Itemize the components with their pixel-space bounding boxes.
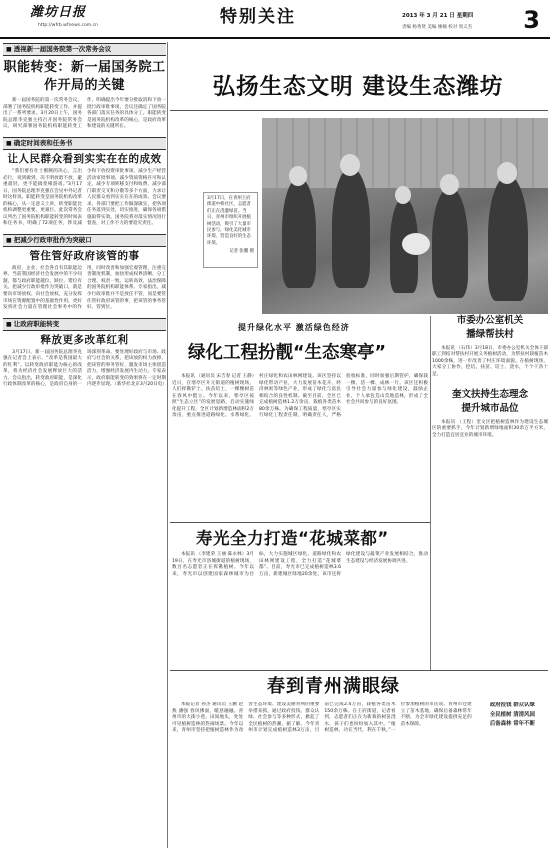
photo-face: [340, 154, 360, 176]
left-column: [3, 42, 166, 848]
column-divider: [430, 316, 431, 671]
story4-text: 本报记者 孙杰 通讯员 王鹏 赵燕 潘强 春风拂面，暖意融融。青州市的大街小巷、田间地头，处处可见植树造林的热闹场景。今年以来，青州市坚持把植树造林作为改善生态环境、建设美丽青州的重要举措来抓，通过政府投钱、群众认绿、社会参与等多种形式，掀起了全民植树的热潮。据了解，今年青州市计划完成植树造林3万亩，目前已完成2.4万亩，栽植各类苗木150余万株。在王府街道，记者看到，志愿者们正在为新栽的树苗浇水，孩子们也纷纷加入其中。“植树造林，功在当代，利在千秋。”一位参加植树的市民说。青州市还建立了苗木基地，确保后备森林常年不断，为全市绿化建设提供充足的苗木保障。: [172, 702, 472, 734]
article-body-4: 3月17日，新一届国务院总理李克强在记者会上表示，“改革是我国最大的红利”。以转变政府职能为核心的改革，将为经济社会发展释放巨大的活力。会议指出，转变政府职能，是深化行政体制改革的核心，是政府自身的一场深刻革命。要处理好政府与市场、政府与社会的关系，把该放的权力放掉，把该管的事务管好，激发市场主体创造活力，增强经济发展内生动力。专家表示，政府职能转变的效果将在一定时期内逐步显现。（新华社北京3月20日电）: [3, 349, 167, 388]
sidebar-headline-1b: 播绿帮扶村: [466, 329, 514, 341]
photo-person: [332, 168, 370, 288]
section-banner-2: ■ 确定时间表和任务书: [3, 137, 166, 150]
article-body-1: 新一届国务院的第一次常务会议，部署了国务院机构职能转变工作，并提出了一系列要求。3月20日上午，国务院总理李克强主持召开国务院常务会议，研究部署国务院机构职能转变工作，明确提出今年要分批取消和下放一批行政审批事项，会议还确定了国务院各部门落实任务的具体分工。职能转变是国务院机构改革的核心，是政府改革和建设的关键所在。: [3, 98, 166, 130]
story2-subtitle: 提升绿化水平 激活绿色经济: [238, 323, 350, 332]
feature-rule: [170, 110, 548, 111]
story4-title: 春到青州满眼绿: [267, 676, 400, 697]
story4-subhead-1: 政府投钱 群众认绿: [489, 702, 535, 708]
page-number: 3: [523, 6, 540, 34]
right-sidebar: [432, 314, 548, 439]
photo-person: [488, 176, 528, 301]
photo-face: [395, 186, 411, 204]
feature-title: 弘扬生态文明 建设生态潍坊: [212, 74, 504, 100]
story4-subhead-2: 全民植树 清清风园: [489, 711, 535, 718]
story4-body: [172, 702, 548, 847]
photo-water-bucket: [402, 233, 430, 255]
story4-subhead-3: 后备森林 常年不断: [489, 721, 535, 728]
photo-person: [282, 178, 316, 288]
photo-face: [289, 166, 307, 186]
article-body-2: “我们要有壮士断腕的决心，言出必行，说到做到，决不明放暗不放，避重就轻，更不能搞变相游戏。”3月17日，国务院总理李克强在会见中外记者时这样说。职能转变是国务院机构改革的核心，从一定意义上讲，转变职能比机构调整更重要、更艰巨。此次常务会议列出了国务院机构职能转变的时间表和任务书，明确了72项任务，涉及减少和下放投资审批事项、减少生产经营活动审批事项、减少资质资格许可和认定、减少专项转移支付和收费、减少部门职责交叉和分散等多个方面，力求让人民群众看到实实在在的成效。会议要求，各部门要把工作做深做实，把各项任务落到实处，切实推进，确保各项措施取得实效。国务院将对落实情况进行督查，对工作不力的要追究责任。: [3, 169, 166, 227]
feature-photo: [262, 118, 548, 314]
headline-3: 管住管好政府该管的事: [29, 249, 140, 262]
column-divider: [167, 42, 168, 848]
article-body-3: 政府，企业，社会各自有其职能边界。当前我国经济社会发展中的不少问题，都与政府职能越位、缺位、错位有关。把减少行政审批作为突破口，就是要向市场放权、向社会放权，充分发挥市场在资源配置中的基础性作用，更好发挥社会力量在管理社会事务中的作用，同时改善和加强宏观管理，注重完善制度机制，加快形成权界清晰、分工合理、权责一致、运转高效、法治保障的国务院机构职能体系。专家指出，减少行政审批并不是放任不管，而是要管住管好政府该管的事，把该管的事务管好、管到位。: [3, 265, 166, 311]
section-title: 特别关注: [220, 7, 296, 27]
section-banner-1: ■ 透视新一届国务院第一次常务会议: [3, 43, 166, 56]
story3-title: 寿光全力打造“花城菜都”: [196, 529, 389, 548]
headline-2: 让人民群众看到实实在在的成效: [7, 152, 162, 165]
sidebar-body-2: 本报讯 （王程）奎文区把植树造林作为建设生态城区的重要抓手，今年计划新增绿地面积30余万平方米，全力打造宜居宜业的城市环境。: [432, 419, 548, 438]
newspaper-logo: 潍坊日报: [30, 5, 87, 20]
editor-credits: 责编 杨秀贤 美编 刚楠 校对 周义杰: [402, 25, 473, 30]
sidebar-body-1: 本报讯 （石伟）3月18日，市委办公室机关全体干部职工到结对帮扶村开展义务植树活动，为帮扶村栽植苗木1000余株，进一步改善了村庄环境面貌。在植树现场，大家分工协作，挖坑、扶苗、培土、浇水，个个干劲十足。: [432, 345, 548, 377]
sidebar-headline-1a: 市委办公室机关: [456, 315, 524, 326]
headline-1: 职能转变：新一届国务院工作开局的关键: [3, 60, 166, 93]
section-banner-3: ■ 把减少行政审批作为突破口: [3, 234, 166, 247]
photo-caption: [203, 192, 258, 268]
story-rule: [170, 522, 430, 523]
story2-title: 绿化工程扮靓“生态寒亭”: [188, 343, 387, 363]
issue-date: 2013 年 3 月 21 日 星期四: [402, 13, 474, 19]
story2-body: 本报讯 （通讯员 宋吉春 记者 王静）近日，在寒亭区开元街道的植树现场，人们挥锹铲土、扶苗培土，一棵棵树苗在春风中挺立。今年以来，寒亭区按照“生态立区”的发展思路，启动实施绿化提升工程，全区计划新增造林面积2万余亩，重点推进道路绿化、水系绿化、村庄绿化和农田林网建设。该区坚持以绿化带动产业，大力发展苗木花卉、经济林果等绿色产业，形成了绿化与富民相结合的良性机制。截至目前，全区已完成植树造林1.2万余亩，栽植各类苗木80余万株。为确保工程质量，寒亭区实行绿化工程责任制，明确责任人，严格验收标准，同时加强后期管护，确保栽一棵、活一棵、成林一片。该区还积极引导社会力量参与绿化建设，鼓励企业、个人承包荒山荒地造林，形成了全社会共同参与的良好氛围。: [172, 374, 428, 419]
section-banner-4: ■ 让政府职能转变: [3, 318, 166, 331]
story3-body: 本报讯 （李建荣 王丽 陈永林）3月19日，在寿光市洛城街道的植树现场，数百名志愿者正在挥锹植树。今年以来，寿光市以创建国家森林城市为目标，大力实施城区绿化、道路绿化和农田林网建设工程，全力打造“花城菜都”。目前，寿光市已完成植树造林3.6万亩，新建城区绿地20余处。该市还将绿化建设与蔬菜产业发展相结合，推动生态建设与经济发展协调共进。: [172, 552, 428, 577]
sidebar-headline-2b: 提升城市品位: [461, 403, 519, 415]
newspaper-url[interactable]: http://wfrb.wfnews.com.cn: [38, 23, 98, 28]
story-rule: [170, 670, 548, 671]
headline-4: 释放更多改革红利: [40, 333, 129, 346]
photo-face: [440, 174, 459, 195]
header-rule: [0, 37, 550, 39]
photo-credit: 记者 张鹏 摄: [229, 249, 254, 254]
sidebar-headline-2a: 奎文扶持生态理念: [451, 389, 528, 401]
photo-face: [497, 162, 517, 184]
page-header: [0, 0, 550, 38]
photo-person: [432, 188, 468, 298]
caption-text: 3月17日，在青州王府街道中桥社区，志愿者们正在浇灌绿苗。当日，青州市组织开展植树活动，吸引了大量市民参与，绿化美化城市环境，营造良好的生态环境。: [207, 196, 251, 246]
